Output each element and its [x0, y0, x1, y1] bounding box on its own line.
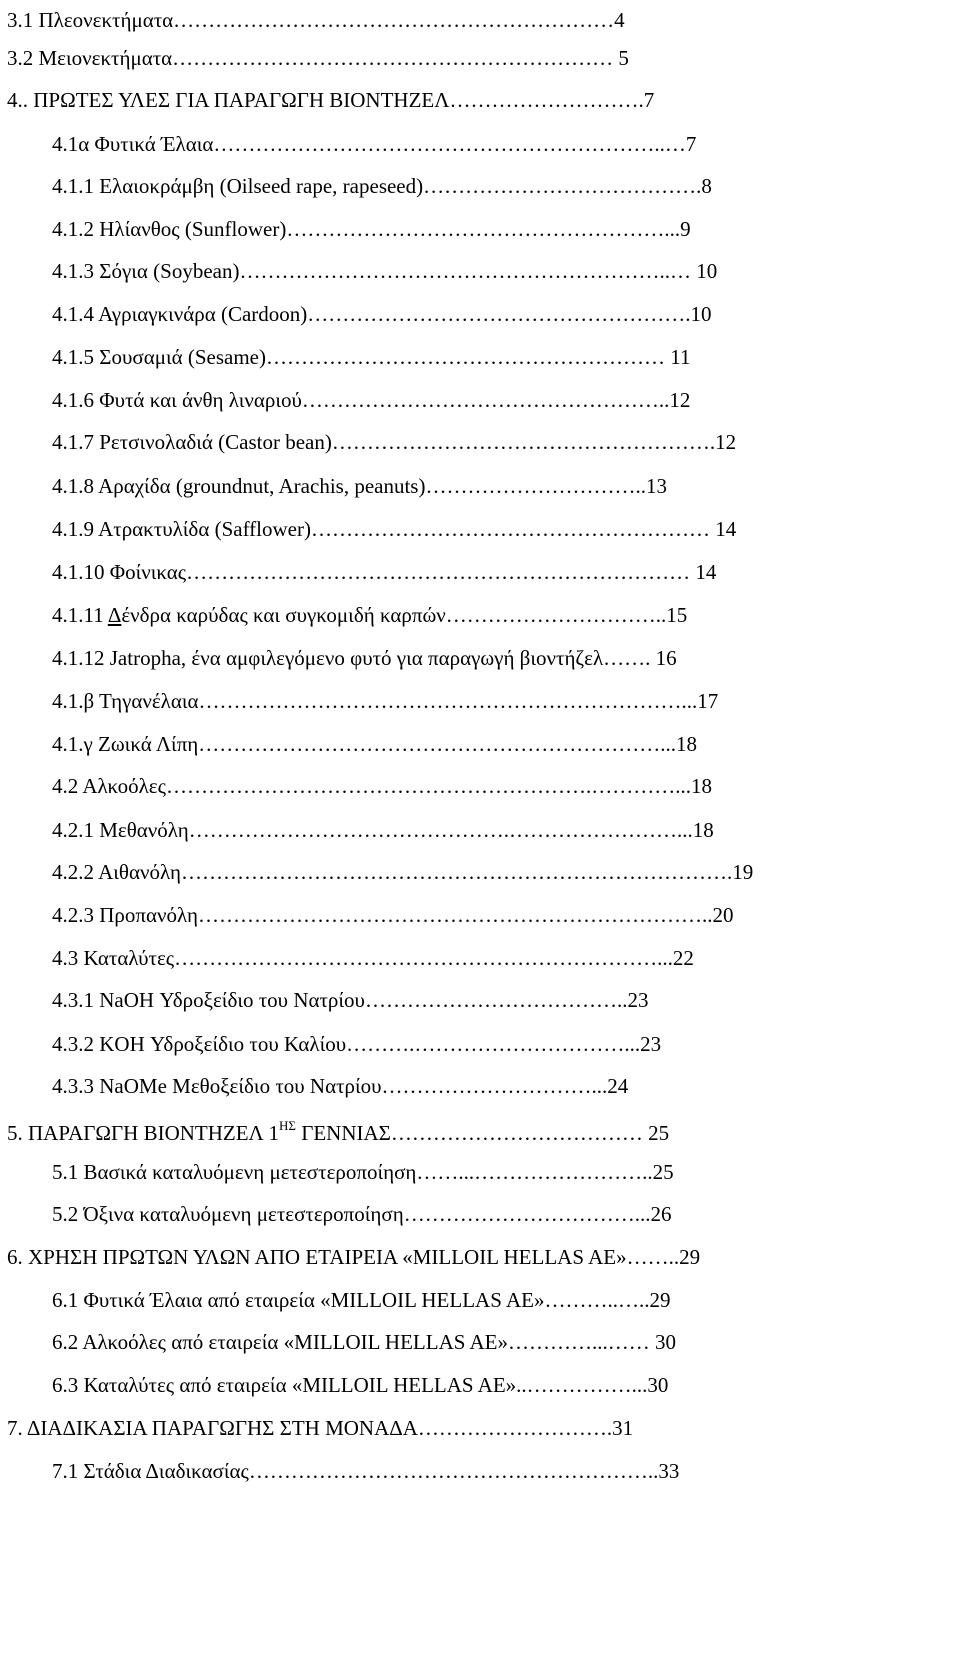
- toc-entry-text: 5.1 Βασικά καταλυόμενη μετεστεροποίηση……...……………………..25: [52, 1160, 674, 1184]
- toc-entry[interactable]: [0, 124, 960, 164]
- toc-entry[interactable]: [0, 294, 960, 334]
- toc-entry-text: 4.1.3 Σόγια (Soybean)……………………………………………………..… 10: [52, 259, 718, 283]
- toc-entry[interactable]: [0, 681, 960, 721]
- toc-entry[interactable]: [0, 166, 960, 206]
- toc-entry-text: 4.1.β Τηγανέλαια……………………………………………………………...17: [52, 689, 719, 713]
- toc-entry-text-part: 5. ΠΑΡΑΓΩΓΗ ΒΙΟΝΤΗΖΕΛ 1: [7, 1121, 279, 1145]
- toc-entry-text: 4.1.γ Ζωικά Λίπη…………………………………………………………...18: [52, 732, 698, 756]
- toc-entry[interactable]: [0, 1322, 960, 1362]
- toc-entry-text: 4.1.2 Ηλίανθος (Sunflower)………………………………………………...9: [52, 217, 691, 241]
- superscript: ΗΣ: [279, 1118, 296, 1133]
- toc-entry-text: 3.1 Πλεονεκτήματα………………………………………………………4: [7, 8, 625, 32]
- toc-entry-text: 4.1.7 Ρετσινολαδιά (Castor bean)……………………………………………….12: [52, 430, 737, 454]
- toc-entry-text: 6.2 Αλκοόλες από εταιρεία «MILLOIL HELLAS AE»…………...…… 30: [52, 1330, 677, 1354]
- toc-entry[interactable]: [0, 638, 960, 678]
- toc-entry-text: 6.3 Καταλύτες από εταιρεία «MILLOIL HELLAS AE»..……………...30: [52, 1373, 669, 1397]
- toc-entry-text: 4.1.12 Jatropha, ένα αμφιλεγόμενο φυτό για παραγωγή βιοντήζελ……. 16: [52, 646, 677, 670]
- toc-entry-text: 4.2 Αλκοόλες…………………………………………………….…………...18: [52, 774, 712, 798]
- toc-entry[interactable]: [0, 1365, 960, 1405]
- toc-entry-text: 4.1.11 Δένδρα καρύδας και συγκομιδή καρπών…………………………..15: [52, 603, 688, 627]
- toc-entry-text-part: ΓΕΝΝΙΑΣ……………………………… 25: [295, 1121, 670, 1145]
- toc-entry-text: 4.1.10 Φοίνικας……………………………………………………………… 14: [52, 560, 717, 584]
- toc-entry[interactable]: [0, 80, 960, 120]
- toc-entry-text: 4.3 Καταλύτες……………………………………………………………...22: [52, 946, 694, 970]
- toc-entry-text: 4.2.3 Προπανόλη………………………………………………………………..20: [52, 903, 734, 927]
- toc-entry[interactable]: [0, 209, 960, 249]
- toc-entry-text: [7, 1108, 669, 1153]
- toc-entry[interactable]: [0, 1152, 960, 1192]
- toc-entry[interactable]: [0, 1024, 960, 1064]
- toc-entry[interactable]: [0, 1194, 960, 1234]
- toc-entry[interactable]: [0, 251, 960, 291]
- toc-entry[interactable]: [0, 1408, 960, 1448]
- toc-entry-text: 5.2 Όξινα καταλυόμενη μετεστεροποίηση……………………………...26: [52, 1202, 672, 1226]
- toc-entry-text: 7. ΔΙΑΔΙΚΑΣΙΑ ΠΑΡΑΓΩΓΗΣ ΣΤΗ ΜΟΝΑΔΑ……………………….31: [7, 1416, 634, 1440]
- toc-entry[interactable]: [0, 552, 960, 592]
- toc-entry[interactable]: [0, 1280, 960, 1320]
- toc-entry[interactable]: [0, 1237, 960, 1277]
- toc-entry-text: 4.1.5 Σουσαμιά (Sesame)………………………………………………… 11: [52, 345, 691, 369]
- toc-entry-text: 4.2.1 Μεθανόλη……………………………………….……………………...18: [52, 818, 714, 842]
- toc-entry[interactable]: [0, 766, 960, 806]
- toc-entry[interactable]: [0, 466, 960, 506]
- toc-entry-text: 3.2 Μειονεκτήματα……………………………………………………… 5: [7, 46, 629, 70]
- toc-entry-text: 6.1 Φυτικά Έλαια από εταιρεία «MILLOIL HELLAS AE»………..…..29: [52, 1288, 671, 1312]
- toc-entry[interactable]: [0, 810, 960, 850]
- toc-entry-text: 6. ΧΡΗΣΗ ΠΡΩΤΩΝ ΥΛΩΝ ΑΠΟ ΕΤΑΙΡΕΙΑ «MILLOIL HELLAS AE»……..29: [7, 1245, 701, 1269]
- toc-entry[interactable]: [0, 895, 960, 935]
- toc-entry[interactable]: [0, 38, 960, 78]
- toc-entry-text: 4.1.6 Φυτά και άνθη λιναριού……………………………………………..12: [52, 388, 691, 412]
- toc-entry-text: 4.. ΠΡΩΤΕΣ ΥΛΕΣ ΓΙΑ ΠΑΡΑΓΩΓΗ ΒΙΟΝΤΗΖΕΛ……………………….7: [7, 88, 655, 112]
- toc-entry-text: 4.1.1 Ελαιοκράμβη (Oilseed rape, rapeseed)………………………………….8: [52, 174, 712, 198]
- toc-entry-text: 4.3.2 KOH Υδροξείδιο του Καλίου……….…………………………...23: [52, 1032, 662, 1056]
- toc-entry-text: 4.1.8 Αραχίδα (groundnut, Arachis, peanuts)…………………………..13: [52, 474, 667, 498]
- toc-entry[interactable]: [0, 1066, 960, 1106]
- toc-entry-text: 4.2.2 Αιθανόλη…………………………………………………………………….19: [52, 860, 754, 884]
- toc-entry[interactable]: [0, 938, 960, 978]
- toc-entry-text: 4.1.9 Ατρακτυλίδα (Safflower)………………………………………………… 14: [52, 517, 737, 541]
- toc-entry[interactable]: [0, 1451, 960, 1491]
- toc-entry[interactable]: [0, 1108, 960, 1148]
- toc-entry[interactable]: [0, 422, 960, 462]
- toc-entry-text: 7.1 Στάδια Διαδικασίας…………………………………………………..33: [52, 1459, 680, 1483]
- toc-entry[interactable]: [0, 724, 960, 764]
- toc-entry-text: 4.1.4 Αγριαγκινάρα (Cardoon)……………………………………………….10: [52, 302, 712, 326]
- toc-entry[interactable]: [0, 595, 960, 635]
- toc-entry[interactable]: [0, 852, 960, 892]
- toc-entry-text: 4.3.3 NaOMe Μεθοξείδιο του Νατρίου…………………………...24: [52, 1074, 629, 1098]
- toc-entry-text: 4.3.1 NaOH Υδροξείδιο του Νατρίου………………………………..23: [52, 988, 649, 1012]
- toc-entry-text: 4.1α Φυτικά Έλαια………………………………………………………..…7: [52, 132, 697, 156]
- toc-entry[interactable]: [0, 0, 960, 40]
- toc-entry[interactable]: [0, 980, 960, 1020]
- toc-entry[interactable]: [0, 509, 960, 549]
- toc-entry[interactable]: [0, 380, 960, 420]
- toc-entry[interactable]: [0, 337, 960, 377]
